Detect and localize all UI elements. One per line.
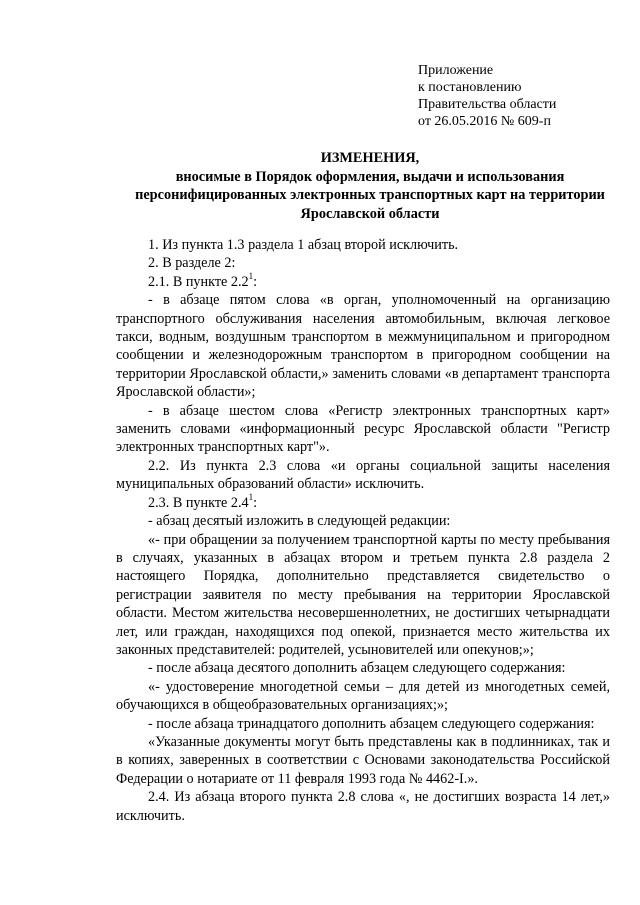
paragraph: «Указанные документы могут быть представлены как в подлинниках, так и в копиях, заверенных в соответствии с Основами законодательства Российской Федерации о нотариате от 11 февраля 1993 года № 4462-I.». (116, 733, 610, 787)
paragraph: - в абзаце пятом слова «в орган, уполномоченный на организацию транспортного обслуживания населения автомобильным, включая легковое такси, водным, воздушным транспортом в межмуниципальном и пригородном сообщении и железнодорожным транспортом в пригородном сообщении на территории Ярославской области,» заменить словами «в департамент транспорта Ярославской области»; (116, 292, 610, 401)
paragraph-text: : (253, 273, 258, 290)
appendix-line: Правительства области (418, 97, 557, 112)
document-title (100, 149, 640, 223)
paragraph: «- при обращении за получением транспортной карты по месту пребывания в случаях, указанных в абзацах втором и третьем пункта 2.8 раздела 2 настоящего Порядка, дополнительно представляется свидетельство о регистрации заявителя по месту пребывания на территории Ярославской области. Местом жительства несовершеннолетних, не достигших четырнадцати лет, или граждан, находящихся под опекой, признается место жительства их законных представителей: родителей, усыновителей или опекунов;»; (116, 531, 610, 658)
document-body (116, 236, 610, 825)
title-line: персонифицированных электронных транспортных карт на территории (135, 187, 605, 203)
paragraph: 1. Из пункта 1.3 раздела 1 абзац второй исключить. (148, 237, 459, 253)
appendix-line: к постановлению (418, 80, 522, 95)
paragraph-text: 2.1. В пункте 2.2 (148, 273, 249, 290)
title-line: ИЗМЕНЕНИЯ, (320, 150, 420, 166)
superscript: 1 (248, 271, 254, 282)
superscript: 1 (248, 491, 254, 502)
paragraph: 2.2. Из пункта 2.3 слова «и органы социальной защиты населения муниципальных образований области» исключить. (116, 457, 610, 493)
paragraph-text: : (253, 494, 258, 511)
paragraph: «- удостоверение многодетной семьи – для детей из многодетных семей, обучающихся в общеобразовательных организациях;»; (116, 678, 610, 714)
appendix-header (418, 62, 556, 130)
paragraph: 2.4. Из абзаца второго пункта 2.8 слова «, не достигших возраста 14 лет,» исключить. (116, 789, 610, 824)
paragraph: - после абзаца десятого дополнить абзацем следующего содержания: (148, 660, 566, 677)
appendix-line: от 26.05.2016 № 609-п (418, 114, 551, 129)
paragraph: - абзац десятый изложить в следующей редакции: (148, 513, 451, 530)
paragraph: - в абзаце шестом слова «Регистр электронных транспортных карт» заменить словами «информационный ресурс Ярославской области "Регистр электронных транспортных карт"». (116, 402, 610, 456)
paragraph: - после абзаца тринадцатого дополнить абзацем следующего содержания: (148, 715, 595, 732)
paragraph (116, 491, 610, 512)
paragraph: 2. В разделе 2: (148, 255, 236, 272)
title-line: вносимые в Порядок оформления, выдачи и использования (175, 168, 565, 185)
paragraph-text: 2.3. В пункте 2.4 (148, 494, 249, 511)
appendix-line: Приложение (418, 63, 494, 78)
paragraph (116, 273, 610, 291)
title-line: Ярославской области (300, 205, 440, 222)
